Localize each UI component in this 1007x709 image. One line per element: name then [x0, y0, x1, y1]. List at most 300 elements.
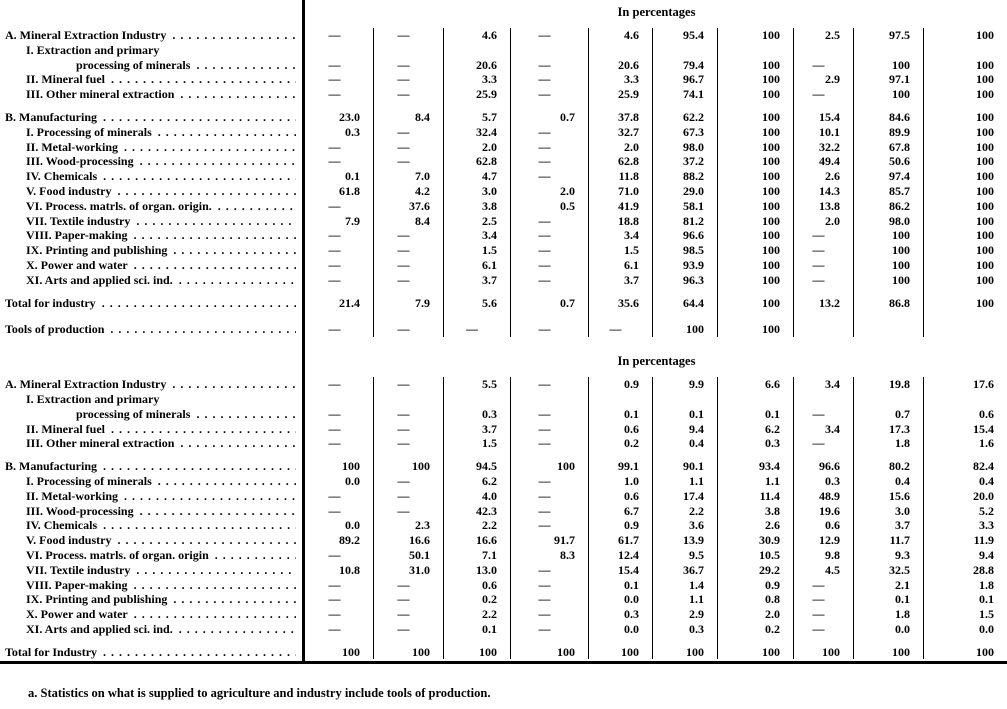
dot-leader: [117, 184, 296, 199]
value-cell: 1.1: [717, 474, 793, 489]
value-cell: 100: [793, 645, 853, 660]
value-cell: —: [510, 228, 588, 243]
value-cell: 49.4: [793, 154, 853, 169]
value-cell: [306, 451, 373, 459]
value-cell: [588, 102, 652, 110]
table-row: [0, 140, 1007, 155]
value-cell: 84.6: [853, 110, 923, 125]
value-cell: [443, 451, 510, 459]
row-label: A. Mineral Extraction Industry: [5, 377, 167, 392]
row-label-cell: [0, 504, 306, 519]
value-cell: [793, 392, 853, 407]
value-cell: 0.8: [717, 592, 793, 607]
row-label: processing of minerals: [76, 406, 191, 421]
row-label-cell: [0, 43, 306, 58]
value-cell: [923, 392, 1007, 407]
value-cell: —: [510, 258, 588, 273]
value-cell: 4.7: [443, 169, 510, 184]
value-cell: 100: [510, 459, 588, 474]
row-label: Total for Industry: [5, 644, 98, 659]
table-row: [0, 273, 1007, 288]
value-cell: 100: [923, 214, 1007, 229]
row-label-cell: [0, 533, 306, 548]
row-label-cell: [0, 563, 306, 578]
value-cell: 2.9: [652, 607, 717, 622]
value-cell: —: [328, 72, 341, 87]
value-cell: 62.8: [588, 154, 652, 169]
value-cell: 0.6: [923, 407, 1007, 422]
row-label-cell: [0, 154, 306, 169]
value-cell: 100: [717, 243, 793, 258]
value-cell: 91.7: [510, 533, 588, 548]
row-label-cell: [0, 645, 306, 660]
table-row: [0, 422, 1007, 437]
value-cell: —: [510, 125, 588, 140]
value-cell: 96.3: [652, 273, 717, 288]
value-cell: [652, 43, 717, 58]
value-cell: 100: [853, 273, 923, 288]
value-cell: 100: [652, 645, 717, 660]
value-cell: 7.1: [443, 548, 510, 563]
value-cell: 100: [717, 58, 793, 73]
table-row: [0, 214, 1007, 229]
value-cell: —: [510, 436, 588, 451]
value-cell: 100: [923, 184, 1007, 199]
value-cell: [373, 637, 443, 645]
value-cell: 11.8: [588, 169, 652, 184]
value-cell: 1.8: [853, 436, 923, 451]
value-cell: 100: [717, 199, 793, 214]
value-cell: 79.4: [652, 58, 717, 73]
value-cell: —: [793, 87, 853, 102]
table-row: [0, 607, 1007, 622]
value-cell: 3.7: [443, 273, 510, 288]
table-row: [0, 392, 1007, 407]
row-label: I. Extraction and primary: [26, 391, 160, 406]
value-cell: —: [510, 273, 588, 288]
dot-leader: [136, 214, 296, 229]
value-cell: 62.8: [443, 154, 510, 169]
value-cell: [588, 637, 652, 645]
value-cell: 97.1: [853, 72, 923, 87]
value-cell: 0.2: [443, 592, 510, 607]
row-label: X. Power and water: [26, 257, 128, 272]
value-cell: [793, 451, 853, 459]
row-label-cell: [0, 199, 306, 214]
row-label-cell: [0, 258, 306, 273]
value-cell: [306, 637, 373, 645]
value-cell: —: [793, 258, 853, 273]
value-cell: [373, 102, 443, 110]
value-cell: 9.4: [652, 422, 717, 437]
value-cell: 8.4: [373, 110, 443, 125]
value-cell: [793, 43, 853, 58]
value-cell: 9.4: [923, 548, 1007, 563]
value-cell: [373, 310, 443, 322]
dot-leader: [173, 243, 296, 258]
value-cell: 89.2: [339, 533, 360, 548]
value-cell: 71.0: [588, 184, 652, 199]
row-label-cell: [0, 607, 306, 622]
value-cell: 100: [717, 125, 793, 140]
value-cell: [510, 310, 588, 322]
value-cell: 0.6: [793, 518, 853, 533]
table-row: [0, 58, 1007, 73]
value-cell: —: [510, 58, 588, 73]
row-label: B. Manufacturing: [5, 459, 98, 474]
value-cell: 4.6: [588, 28, 652, 43]
value-cell: —: [443, 322, 510, 337]
value-cell: [443, 392, 510, 407]
value-cell: 37.6: [373, 199, 443, 214]
value-cell: —: [373, 258, 443, 273]
value-cell: 16.6: [443, 533, 510, 548]
value-cell: —: [510, 563, 588, 578]
value-cell: 1.5: [923, 607, 1007, 622]
value-cell: 1.6: [923, 436, 1007, 451]
row-label: I. Extraction and primary: [26, 42, 160, 57]
row-label: II. Metal-working: [26, 139, 118, 154]
value-cell: [853, 451, 923, 459]
value-cell: —: [510, 422, 588, 437]
value-cell: 5.2: [923, 504, 1007, 519]
value-cell: —: [328, 272, 341, 287]
value-cell: 35.6: [588, 296, 652, 311]
value-cell: 100: [923, 87, 1007, 102]
dot-leader: [124, 489, 296, 504]
value-cell: 1.8: [923, 578, 1007, 593]
value-cell: 64.4: [652, 296, 717, 311]
value-cell: 1.5: [443, 243, 510, 258]
value-cell: 7.9: [345, 213, 360, 228]
value-cell: 0.0: [923, 622, 1007, 637]
row-label: VIII. Paper-making: [26, 577, 128, 592]
value-cell: 10.8: [339, 562, 360, 577]
value-cell: —: [328, 139, 341, 154]
value-cell: 100: [717, 28, 793, 43]
value-cell: 32.2: [793, 140, 853, 155]
value-cell: 0.2: [588, 436, 652, 451]
value-cell: [306, 392, 373, 407]
value-cell: 10.5: [717, 548, 793, 563]
dot-leader: [218, 199, 296, 214]
value-cell: 100: [853, 228, 923, 243]
value-cell: 100: [923, 296, 1007, 311]
row-label-cell: [0, 288, 306, 296]
row-label-cell: [0, 296, 306, 311]
value-cell: 0.1: [717, 407, 793, 422]
value-cell: 1.4: [652, 578, 717, 593]
value-cell: 2.5: [443, 214, 510, 229]
value-cell: —: [373, 228, 443, 243]
value-cell: 100: [923, 645, 1007, 660]
value-cell: 13.0: [443, 563, 510, 578]
value-cell: [588, 288, 652, 296]
row-label-cell: [0, 243, 306, 258]
value-cell: —: [373, 28, 443, 43]
table-row: [0, 258, 1007, 273]
value-cell: [717, 637, 793, 645]
value-cell: [443, 43, 510, 58]
value-cell: —: [510, 474, 588, 489]
value-cell: 95.4: [652, 28, 717, 43]
value-cell: 100: [923, 273, 1007, 288]
row-label: II. Mineral fuel: [26, 421, 105, 436]
value-cell: 17.3: [853, 422, 923, 437]
dot-leader: [172, 28, 296, 43]
value-cell: [853, 102, 923, 110]
table-row: [0, 578, 1007, 593]
value-cell: 96.7: [652, 72, 717, 87]
table-row: [0, 504, 1007, 519]
value-cell: 100: [510, 645, 588, 660]
row-label-cell: [0, 169, 306, 184]
dot-leader: [134, 578, 296, 593]
value-cell: [588, 392, 652, 407]
value-cell: 3.4: [588, 228, 652, 243]
value-cell: 0.0: [588, 622, 652, 637]
value-cell: [373, 288, 443, 296]
value-cell: 2.2: [443, 607, 510, 622]
value-cell: 50.1: [373, 548, 443, 563]
value-cell: 41.9: [588, 199, 652, 214]
value-cell: 3.4: [443, 228, 510, 243]
value-cell: —: [793, 578, 853, 593]
value-cell: 100: [588, 645, 652, 660]
value-cell: 31.0: [373, 563, 443, 578]
value-cell: —: [328, 154, 341, 169]
value-cell: 82.4: [923, 459, 1007, 474]
value-cell: —: [373, 140, 443, 155]
value-cell: —: [510, 28, 588, 43]
value-cell: [373, 43, 443, 58]
value-cell: 3.7: [443, 422, 510, 437]
value-cell: 1.1: [652, 474, 717, 489]
value-cell: 42.3: [443, 504, 510, 519]
value-cell: 15.4: [793, 110, 853, 125]
value-cell: [923, 43, 1007, 58]
value-cell: 2.9: [793, 72, 853, 87]
value-cell: 1.1: [652, 592, 717, 607]
value-cell: —: [588, 322, 652, 337]
value-cell: 62.2: [652, 110, 717, 125]
value-cell: 6.2: [443, 474, 510, 489]
value-cell: 0.3: [588, 607, 652, 622]
value-cell: —: [793, 58, 853, 73]
value-cell: 100: [853, 243, 923, 258]
value-cell: 100: [443, 645, 510, 660]
value-cell: 100: [373, 645, 443, 660]
value-cell: 1.5: [588, 243, 652, 258]
value-cell: [853, 43, 923, 58]
value-cell: 15.6: [853, 489, 923, 504]
value-cell: —: [328, 28, 341, 42]
value-cell: 100: [923, 58, 1007, 73]
value-cell: 98.5: [652, 243, 717, 258]
value-cell: 74.1: [652, 87, 717, 102]
value-cell: 61.7: [588, 533, 652, 548]
value-cell: [306, 288, 373, 296]
value-cell: 0.0: [588, 592, 652, 607]
value-cell: 0.1: [588, 407, 652, 422]
value-cell: [923, 310, 1007, 322]
value-cell: [923, 288, 1007, 296]
value-cell: 2.1: [853, 578, 923, 593]
value-cell: 81.2: [652, 214, 717, 229]
value-cell: 1.0: [588, 474, 652, 489]
value-cell: —: [510, 504, 588, 519]
value-cell: 23.0: [339, 109, 360, 124]
value-cell: 3.7: [853, 518, 923, 533]
value-cell: —: [328, 57, 341, 72]
value-cell: 97.5: [853, 28, 923, 43]
value-cell: 15.4: [588, 563, 652, 578]
value-cell: [652, 392, 717, 407]
value-cell: 3.6: [652, 518, 717, 533]
table-row: [0, 169, 1007, 184]
table-row: [0, 377, 1007, 392]
value-cell: —: [373, 504, 443, 519]
value-cell: —: [328, 228, 341, 243]
value-cell: 97.4: [853, 169, 923, 184]
table-row: [0, 322, 1007, 337]
value-cell: 100: [923, 140, 1007, 155]
value-cell: 0.3: [717, 436, 793, 451]
value-cell: —: [373, 422, 443, 437]
value-cell: —: [373, 474, 443, 489]
row-label-cell: [0, 228, 306, 243]
value-cell: 3.4: [793, 377, 853, 392]
row-label: III. Other mineral extraction: [26, 436, 175, 451]
value-cell: 48.9: [793, 489, 853, 504]
value-cell: —: [510, 214, 588, 229]
row-label-cell: [0, 110, 306, 125]
value-cell: [510, 288, 588, 296]
value-cell: 0.1: [588, 578, 652, 593]
dot-leader: [196, 407, 296, 422]
dot-leader: [180, 436, 296, 451]
value-cell: —: [793, 592, 853, 607]
value-cell: 94.5: [443, 459, 510, 474]
value-cell: [443, 288, 510, 296]
value-cell: 86.2: [853, 199, 923, 214]
value-cell: 100: [923, 72, 1007, 87]
value-cell: 6.2: [717, 422, 793, 437]
row-label: III. Wood-processing: [26, 503, 134, 518]
value-cell: —: [373, 592, 443, 607]
value-cell: —: [328, 607, 341, 622]
table-row: [0, 459, 1007, 474]
value-cell: 0.9: [588, 377, 652, 392]
value-cell: 0.3: [652, 622, 717, 637]
dot-leader: [140, 504, 296, 519]
value-cell: 8.3: [510, 548, 588, 563]
dot-leader: [179, 622, 296, 637]
value-cell: 96.6: [793, 459, 853, 474]
value-cell: 2.6: [717, 518, 793, 533]
value-cell: 99.1: [588, 459, 652, 474]
value-cell: 9.5: [652, 548, 717, 563]
value-cell: —: [328, 577, 341, 592]
value-cell: 25.9: [443, 87, 510, 102]
value-cell: [652, 637, 717, 645]
value-cell: 37.2: [652, 154, 717, 169]
dot-leader: [103, 518, 296, 533]
value-cell: 100: [717, 110, 793, 125]
value-cell: 100: [923, 258, 1007, 273]
row-label: I. Processing of minerals: [26, 473, 152, 488]
table-row: [0, 199, 1007, 214]
value-cell: —: [373, 58, 443, 73]
table-row: [0, 87, 1007, 102]
row-label-cell: [0, 592, 306, 607]
value-cell: —: [510, 140, 588, 155]
value-cell: [510, 451, 588, 459]
value-cell: 0.1: [853, 592, 923, 607]
value-cell: 0.0: [853, 622, 923, 637]
value-cell: 25.9: [588, 87, 652, 102]
value-cell: 0.5: [510, 199, 588, 214]
value-cell: 15.4: [923, 422, 1007, 437]
dot-leader: [196, 58, 296, 73]
value-cell: —: [510, 72, 588, 87]
value-cell: 2.0: [717, 607, 793, 622]
value-cell: [306, 102, 373, 110]
value-cell: 100: [717, 228, 793, 243]
value-cell: —: [793, 273, 853, 288]
value-cell: —: [328, 243, 341, 258]
value-cell: —: [510, 592, 588, 607]
value-cell: 100: [342, 644, 360, 659]
dot-leader: [111, 422, 296, 437]
dot-leader: [158, 125, 296, 140]
value-cell: [717, 43, 793, 58]
dot-leader: [158, 474, 296, 489]
value-cell: [588, 43, 652, 58]
value-cell: 4.0: [443, 489, 510, 504]
row-label: III. Wood-processing: [26, 154, 134, 169]
value-cell: 19.6: [793, 504, 853, 519]
value-cell: 50.6: [853, 154, 923, 169]
value-cell: 7.9: [373, 296, 443, 311]
value-cell: 100: [717, 296, 793, 311]
row-label: VI. Process. matrls. of organ. origin: [26, 547, 209, 562]
value-cell: 3.0: [853, 504, 923, 519]
value-cell: —: [373, 243, 443, 258]
value-cell: —: [510, 377, 588, 392]
value-cell: 93.4: [717, 459, 793, 474]
dot-leader: [172, 377, 296, 392]
value-cell: [373, 392, 443, 407]
value-cell: 96.6: [652, 228, 717, 243]
value-cell: 0.4: [652, 436, 717, 451]
row-label-cell: [0, 184, 306, 199]
value-cell: —: [328, 592, 341, 607]
value-cell: 100: [853, 58, 923, 73]
value-cell: 0.9: [588, 518, 652, 533]
value-cell: 0.1: [923, 592, 1007, 607]
value-cell: [306, 43, 373, 58]
value-cell: —: [793, 243, 853, 258]
row-label-cell: [0, 58, 306, 73]
value-cell: —: [793, 228, 853, 243]
row-label: processing of minerals: [76, 57, 191, 72]
value-cell: 100: [853, 645, 923, 660]
value-cell: 19.8: [853, 377, 923, 392]
value-cell: [717, 102, 793, 110]
row-label-cell: [0, 436, 306, 451]
row-label: VIII. Paper-making: [26, 228, 128, 243]
